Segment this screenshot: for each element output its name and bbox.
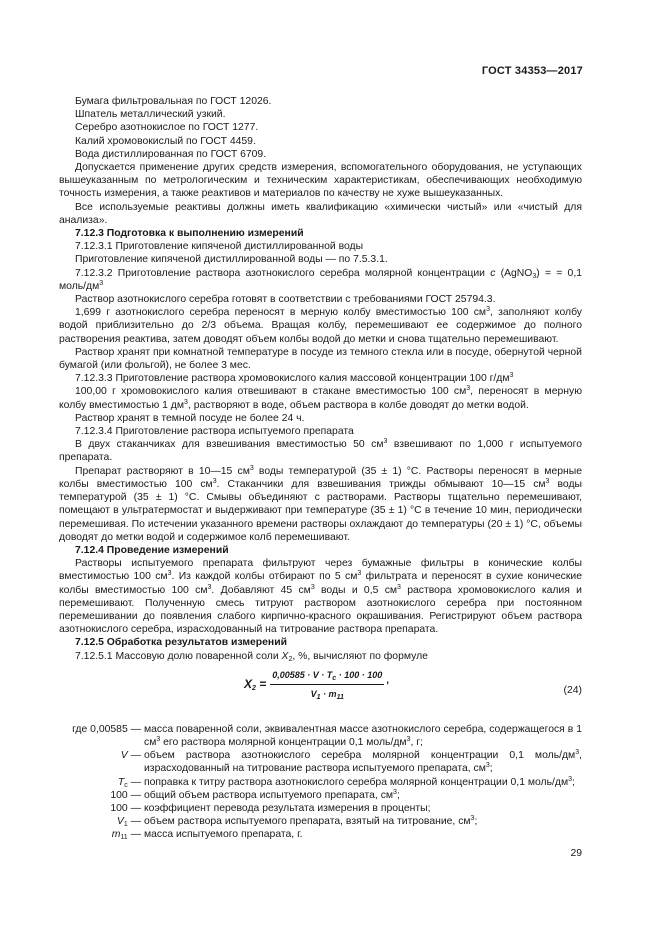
definition-text: общий объем раствора испытуемого препарата, $см^3$; xyxy=(144,788,400,801)
intro-line: Вода дистиллированная по ГОСТ 6709. xyxy=(75,148,267,160)
formula-denominator: $V_1 \cdot m_{11}$ xyxy=(310,688,344,701)
paragraph-storage: Раствор хранят при комнатной температуре в посуде из темного стекла или в посуде, обернутой черной бумагой (или фольгой), не более 3 мес. xyxy=(59,346,582,372)
paragraph-1699: 1,699 г азотнокислого серебра переносят в мерную колбу вместимостью 100 $см^3$, заполняют колбу водой приблизительно до 2/3 объема. Вращая колбу, перемешивают ее содержимое до полного растворения реактива, затем доводят объем колбы водой до метки и снова тщательно перемешивают. xyxy=(59,306,583,345)
formula-24 xyxy=(59,667,582,717)
paragraph-filter: Растворы испытуемого препарата фильтруют через бумажные фильтры в конические колбы вместимостью 100 $см^3$. Из каждой колбы отбирают по 5 $см^3$ фильтрата и переносят в сухие конические колбы вместимостью 100 $см^3$. Добавляют 45 $см^3$ воды и 0,5 $см^3$ раствора хромовокислого калия и перемешивают. Полученную смесь титруют раствором азотнокислого серебра при постоянном перемешивании до появления слабого кирпично-красного окрашивания. Регистрируют объем раствора азотнокислого серебра, израсходованный на титрование раствора препарата. xyxy=(59,558,582,636)
formula-fraction xyxy=(270,669,384,701)
heading-7-12-4: 7.12.4 Проведение измерений xyxy=(75,544,229,556)
paragraph-two-beakers: В двух стаканчиках для взвешивания вместимостью 50 $см^3$ взвешивают по 1,000 г испытуемого препарата. xyxy=(59,438,583,464)
definition-symbol: 100 — xyxy=(110,802,141,814)
intro-line: Калий хромовокислый по ГОСТ 4459. xyxy=(75,135,256,147)
definition-text: коэффициент перевода результата измерения в проценты; xyxy=(144,802,431,814)
definition-symbol: $V_1$ — xyxy=(116,816,141,829)
page-number: 29 xyxy=(570,848,582,859)
definition-text: объем раствора азотнокислого серебра молярной концентрации 0,1 моль/$дм^3$, израсходованный на титрование раствора испытуемого препарата, $см^3$; xyxy=(144,749,582,775)
heading-7-12-5: 7.12.5 Обработка результатов измерений xyxy=(75,637,287,649)
intro-line: Серебро азотнокислое по ГОСТ 1277. xyxy=(75,122,259,134)
formula-definitions xyxy=(50,723,582,842)
formula-numerator: $0,00585 \cdot V \cdot T_c \cdot 100 \cdot 100$ xyxy=(270,669,384,685)
definition-text: поправка к титру раствора азотнокислого серебра молярной концентрации 0,1 моль/$дм^3$; xyxy=(144,775,575,788)
formula-expression: $X_2$ = $\frac{0,00585 \cdot V \cdot T_c \cdot 100 \cdot 100}{V_1 \cdot m_{11}}$ , xyxy=(244,669,390,701)
definition-text: масса испытуемого препарата, г. xyxy=(144,829,303,841)
paragraph-100g: 100,00 г хромовокислого калия отвешивают в стакане вместимостью 100 $см^3$, переносят в мерную колбу вместимостью 1 $дм^3$, растворяют в воде, объем раствора в колбе доводят до метки водой. xyxy=(59,385,582,411)
paragraph-7-12-3-2: 7.12.3.2 Приготовление раствора азотнокислого серебра молярной концентрации c (AgNO$_3$) = = 0,1 моль/$дм^3$ xyxy=(59,267,582,292)
definition-symbol: где 0,00585 — xyxy=(72,723,141,735)
paragraph-7-12-3-4: 7.12.3.4 Приготовление раствора испытуемого препарата xyxy=(75,426,354,438)
heading-7-12-3: 7.12.3 Подготовка к выполнению измерений xyxy=(75,228,304,240)
paragraph-silver-prep: Раствор азотнокислого серебра готовят в соответствии с требованиями ГОСТ 25794.3. xyxy=(75,294,496,306)
definition-symbol: 100 — xyxy=(110,789,141,801)
paragraph-allowed: Допускается применение других средств измерения, вспомогательного оборудования, не уступающих вышеуказанным по метрологическим и техническим характеристикам, обеспечивающих необходимую точность измерения, а также реактивов и материалов по качеству не хуже вышеуказанных. xyxy=(59,162,582,200)
paragraph-7-12-3-3: 7.12.3.3 Приготовление раствора хромовокислого калия массовой концентрации 100 $г/дм^3$ xyxy=(75,372,514,385)
definition-symbol: $T_c$ — xyxy=(117,776,141,789)
paragraph-7-12-5-1: 7.12.5.1 Массовую долю поваренной соли $X_2$, %, вычисляют по формуле xyxy=(75,650,428,663)
paragraph-7-12-3-1-b: Приготовление кипяченой дистиллированной воды — по 7.5.3.1. xyxy=(75,254,388,266)
definition-symbol: V — xyxy=(120,750,141,762)
intro-line: Бумага фильтровальная по ГОСТ 12026. xyxy=(75,96,272,107)
definition-text: масса поваренной соли, эквивалентная массе азотнокислого серебра, содержащегося в 1 $см^3$ его раствора молярной концентрации 0,1 моль/$дм^3$, г; xyxy=(144,723,582,748)
formula-lhs: $X_2$ = xyxy=(244,677,267,693)
definition-symbol: $m_{11}$ — xyxy=(111,829,141,842)
paragraph-7-12-3-1: 7.12.3.1 Приготовление кипяченой дистиллированной воды xyxy=(75,241,364,253)
formula-number: (24) xyxy=(563,684,582,696)
intro-line: Шпатель металлический узкий. xyxy=(75,109,226,121)
standard-header: ГОСТ 34353—2017 xyxy=(481,65,583,77)
document-body xyxy=(59,95,582,842)
paragraph-reagents: Все используемые реактивы должны иметь квалификацию «химически чистый» или «чистый для анализа». xyxy=(59,201,582,226)
paragraph-dissolve: Препарат растворяют в 10—15 $см^3$ воды температурой (35 ± 1) °С. Растворы переносят в мерные колбы вместимостью 100 $см^3$. Стаканчики для взвешивания трижды обмывают 10—15 $см^3$ воды температурой (35 ± 1) °С. Смывы объединяют с растворами. Растворы тщательно перемешивают, помещают в ультратермостат и выдерживают при температуре (35 ± 1) °С в течение 10 мин, периодически перемешивая. По истечении указанного времени растворы охлаждают до температуры (20 ± 1) °С, объемы доводят до метки водой и содержимое колб перемешивают. xyxy=(59,464,582,543)
paragraph-storage-2: Раствор хранят в темной посуде не более 24 ч. xyxy=(75,412,305,424)
definition-text: объем раствора испытуемого препарата, взятый на титрование, $см^3$; xyxy=(144,815,478,828)
